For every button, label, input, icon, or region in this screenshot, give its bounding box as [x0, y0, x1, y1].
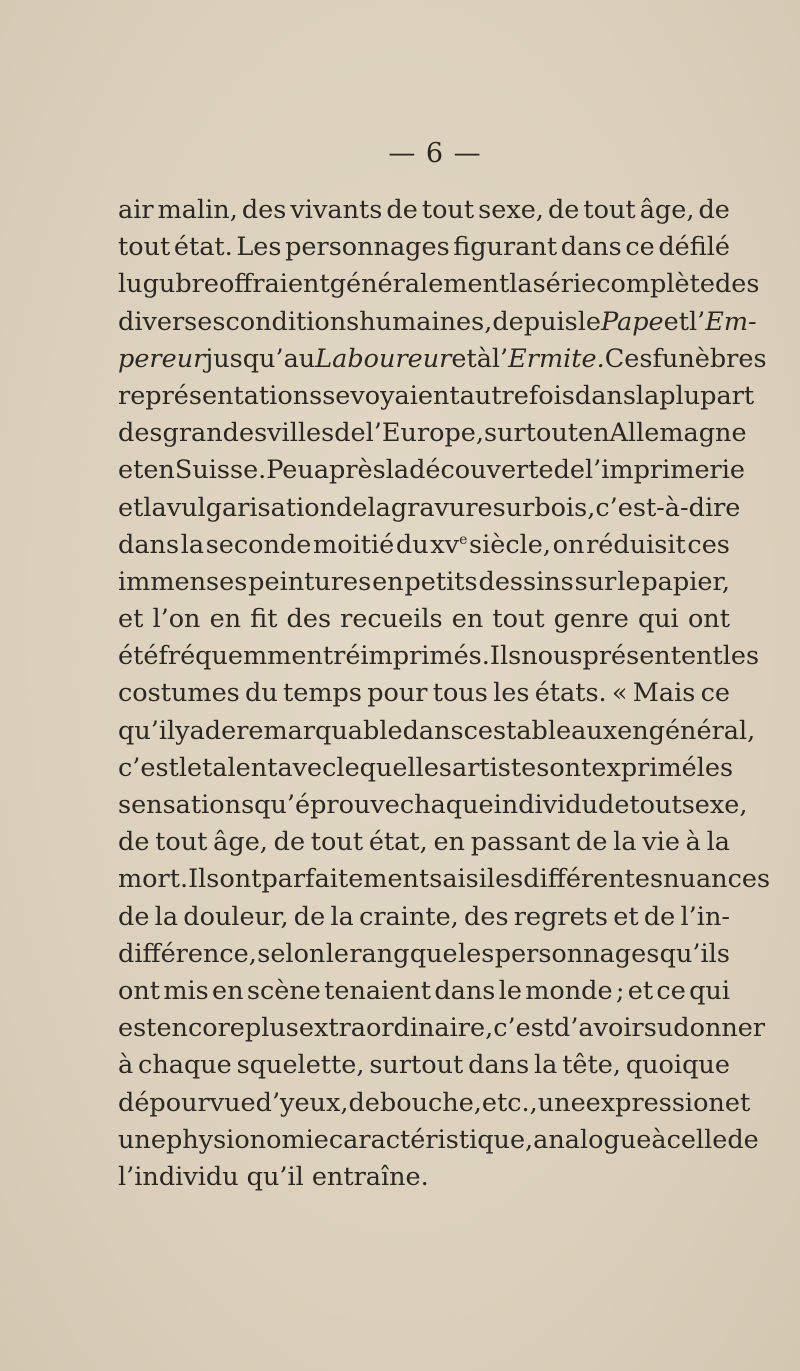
- word: costumes: [118, 678, 240, 709]
- word: présentent: [582, 641, 723, 672]
- word: l’imprimerie: [585, 455, 745, 486]
- word: Peu: [266, 455, 314, 486]
- word: lequel: [336, 752, 416, 783]
- word: des: [241, 195, 287, 225]
- word: on: [552, 529, 585, 560]
- word: de: [334, 418, 366, 449]
- word: qu’éprouve: [254, 790, 400, 820]
- word: pour: [367, 678, 428, 709]
- text-line: [118, 973, 730, 1010]
- word: et: [451, 343, 477, 374]
- word: voyaient: [350, 380, 460, 411]
- word: de: [386, 195, 418, 225]
- word: c’est: [493, 1013, 554, 1044]
- word: état.: [173, 232, 233, 263]
- text-line: [118, 304, 757, 341]
- text-line: [118, 1159, 730, 1196]
- word: se: [322, 380, 351, 411]
- word: personnages: [494, 938, 660, 969]
- word: encore: [156, 1013, 245, 1044]
- word: autrefois: [459, 380, 575, 411]
- word: à: [685, 827, 701, 858]
- text-line: [118, 415, 747, 452]
- word: physionomie: [165, 1124, 329, 1155]
- word: la: [154, 901, 179, 932]
- word: offraient: [218, 269, 330, 300]
- word: fréquemment: [158, 641, 334, 672]
- text-line: [118, 936, 730, 973]
- word: tout: [421, 195, 475, 225]
- word: fit: [250, 604, 278, 635]
- word: vulgarisation: [166, 492, 337, 523]
- word: général,: [648, 715, 756, 746]
- word: une: [118, 1124, 166, 1155]
- word: défilé: [658, 232, 730, 263]
- word: nous: [521, 641, 583, 672]
- word: gravure: [390, 492, 493, 523]
- word: nuances: [663, 864, 771, 895]
- word: qui: [689, 975, 730, 1006]
- word: tout: [583, 195, 636, 225]
- word: états.: [534, 678, 607, 709]
- word: âge,: [639, 195, 695, 225]
- word: à: [118, 1050, 134, 1081]
- word: Laboureur: [315, 343, 452, 374]
- word: etc.,: [481, 1087, 538, 1118]
- word: dans: [560, 232, 622, 263]
- word: l’in-: [680, 901, 730, 932]
- word: le: [577, 306, 601, 337]
- word: expression: [585, 1087, 725, 1118]
- word: exprimé: [591, 752, 697, 783]
- word: scène: [246, 975, 321, 1006]
- word: du: [245, 678, 278, 709]
- word: analogue: [533, 1124, 652, 1155]
- word: petits: [404, 566, 478, 597]
- word: figurant: [453, 232, 558, 263]
- word: jusqu’au: [205, 343, 316, 374]
- word: d’avoir: [554, 1013, 644, 1044]
- word: différentes: [523, 864, 664, 895]
- word: réimprimés.: [333, 641, 490, 672]
- word: sexe,: [681, 790, 748, 820]
- text-line: [118, 266, 760, 303]
- word: du: [395, 529, 429, 560]
- word: Ils: [489, 641, 522, 672]
- word: extraordinaire,: [298, 1013, 494, 1044]
- word: la: [706, 827, 730, 858]
- word: ont: [687, 604, 730, 635]
- word: moitié: [313, 529, 395, 560]
- text-line: [118, 341, 767, 378]
- word: recueils: [340, 604, 443, 635]
- text-line: [118, 564, 730, 601]
- word: bois,: [534, 492, 596, 523]
- word: de: [336, 492, 368, 523]
- word: genre: [553, 604, 629, 635]
- word: l’Europe,: [365, 418, 485, 449]
- word: pereur: [118, 343, 206, 374]
- word: ce: [700, 678, 730, 709]
- word: ont: [549, 752, 592, 783]
- word: douleur,: [183, 901, 289, 932]
- word: c’est-à-dire: [595, 492, 741, 523]
- word: représentations: [118, 380, 323, 411]
- word: complète: [596, 269, 715, 300]
- word: Suisse.: [174, 455, 267, 486]
- word: en: [143, 455, 175, 486]
- word: parfaitement: [261, 864, 430, 895]
- text-line: [118, 601, 730, 638]
- word: $xv^e$: [430, 529, 468, 560]
- page-number: — 6 —: [388, 138, 482, 169]
- word: et: [613, 901, 639, 932]
- word: diverses: [118, 306, 226, 337]
- word: le: [617, 566, 641, 597]
- word: surtout: [484, 418, 578, 449]
- word: surtout: [369, 1050, 464, 1081]
- word: réduisit: [586, 529, 686, 560]
- word: tête,: [562, 1050, 621, 1081]
- word: tenaient: [324, 975, 432, 1006]
- word: et: [118, 455, 144, 486]
- word: sur: [574, 566, 617, 597]
- word: mort.: [118, 864, 189, 895]
- text-line: [118, 750, 734, 787]
- word: de: [698, 195, 730, 225]
- word: des: [714, 269, 760, 300]
- text-line: [118, 824, 730, 861]
- word: papier,: [641, 566, 730, 597]
- word: entraîne.: [311, 1161, 429, 1192]
- word: Pape: [601, 306, 664, 337]
- word: plupart: [659, 380, 755, 411]
- word: en: [372, 566, 404, 597]
- word: de: [118, 901, 150, 932]
- word: qui: [637, 604, 679, 635]
- word: découverte: [409, 455, 554, 486]
- word: ce: [625, 232, 655, 263]
- word: su: [643, 1013, 674, 1044]
- word: le: [325, 938, 349, 969]
- word: dans: [434, 975, 496, 1006]
- word: tout: [629, 790, 682, 820]
- word: peintures: [248, 566, 372, 597]
- word: Allemagne: [609, 418, 747, 449]
- word: la: [509, 269, 533, 300]
- word: de: [727, 1124, 759, 1155]
- word: tout: [310, 827, 364, 858]
- word: selon: [257, 938, 326, 969]
- word: saisi: [429, 864, 487, 895]
- word: dessins: [478, 566, 574, 597]
- word: c’est: [118, 752, 179, 783]
- word: de: [643, 901, 676, 932]
- text-line: [118, 787, 748, 824]
- word: vie: [642, 827, 680, 858]
- word: les: [486, 864, 524, 895]
- word: la: [367, 492, 391, 523]
- word: passant: [470, 827, 571, 858]
- word: l’Em-: [688, 306, 757, 337]
- word: y: [175, 715, 190, 746]
- text-line: [118, 638, 760, 675]
- word: conditions: [225, 306, 360, 337]
- word: immenses: [118, 566, 248, 597]
- word: de: [293, 901, 326, 932]
- text-line: [118, 452, 745, 489]
- text-line: [118, 378, 755, 415]
- word: celle: [666, 1124, 728, 1155]
- word: dans: [468, 1050, 530, 1081]
- word: artistes: [452, 752, 550, 783]
- word: de: [273, 827, 306, 858]
- word: après: [313, 455, 386, 486]
- word: la: [180, 529, 205, 560]
- word: en: [578, 418, 610, 449]
- word: qu’il: [118, 715, 176, 746]
- word: Les: [236, 232, 282, 263]
- word: chaque: [399, 790, 494, 820]
- word: dépourvue: [118, 1087, 256, 1118]
- word: Ils: [188, 864, 220, 895]
- word: les: [696, 752, 734, 783]
- word: sur: [492, 492, 535, 523]
- word: humaines,: [359, 306, 493, 337]
- word: une: [537, 1087, 586, 1118]
- text-line: [118, 229, 730, 266]
- word: personnages: [285, 232, 450, 263]
- word: la: [385, 455, 410, 486]
- word: chaque: [138, 1050, 232, 1081]
- word: individu: [493, 790, 599, 820]
- word: tableaux: [506, 715, 618, 746]
- word: depuis: [492, 306, 578, 337]
- text-line: [118, 899, 730, 936]
- word: ces: [463, 715, 507, 746]
- word: Ces: [604, 343, 653, 374]
- word: grandes: [162, 418, 268, 449]
- word: en: [451, 604, 484, 635]
- word: ont: [118, 975, 161, 1006]
- word: en: [209, 604, 242, 635]
- word: «: [611, 678, 628, 709]
- word: d’yeux,: [255, 1087, 349, 1118]
- word: caractéristique,: [328, 1124, 534, 1155]
- word: le: [498, 975, 522, 1006]
- word: généralement: [329, 269, 510, 300]
- word: été: [118, 641, 159, 672]
- word: que: [409, 938, 458, 969]
- word: rang: [349, 938, 410, 969]
- word: monde: [525, 975, 613, 1006]
- text-line: [118, 675, 730, 712]
- word: sexe,: [478, 195, 544, 225]
- word: tout: [492, 604, 545, 635]
- text-line: [118, 1085, 751, 1122]
- text-line: [118, 1047, 730, 1084]
- word: de: [553, 455, 585, 486]
- word: de: [598, 790, 630, 820]
- word: en: [212, 975, 244, 1006]
- word: vivants: [290, 195, 383, 225]
- word: des: [464, 901, 509, 932]
- word: qu’ils: [659, 938, 730, 969]
- word: à: [651, 1124, 667, 1155]
- word: crainte,: [359, 901, 459, 932]
- word: air: [118, 195, 154, 225]
- word: est: [118, 1013, 157, 1044]
- word: les: [722, 641, 760, 672]
- word: squelette,: [236, 1050, 365, 1081]
- text-line: [118, 490, 741, 527]
- word: tout: [155, 827, 208, 858]
- word: dans: [118, 529, 180, 560]
- word: le: [178, 752, 203, 783]
- word: malin,: [157, 195, 238, 225]
- word: les: [458, 938, 495, 969]
- word: dans: [402, 715, 464, 746]
- word: la: [534, 1050, 558, 1081]
- word: et: [118, 604, 144, 635]
- word: sensations: [118, 790, 255, 820]
- word: ;: [615, 975, 625, 1006]
- word: les: [415, 752, 453, 783]
- word: remarquable: [236, 715, 403, 746]
- word: en: [433, 827, 465, 858]
- text-line: [118, 527, 730, 564]
- word: quoique: [625, 1050, 730, 1081]
- word: plus: [244, 1013, 299, 1044]
- word: de: [118, 827, 150, 858]
- word: l’on: [152, 604, 201, 635]
- word: série: [532, 269, 597, 300]
- word: a: [189, 715, 205, 746]
- word: de: [576, 827, 608, 858]
- word: tout: [118, 232, 171, 263]
- word: Mais: [632, 678, 696, 709]
- text-line: [118, 861, 771, 898]
- word: seconde: [205, 529, 312, 560]
- word: qu’il: [246, 1161, 304, 1192]
- word: la: [613, 827, 637, 858]
- word: avec: [277, 752, 337, 783]
- word: l’Ermite.: [491, 343, 605, 374]
- word: à: [476, 343, 492, 374]
- text-line: [118, 1122, 759, 1159]
- word: la: [330, 901, 354, 932]
- word: et: [118, 492, 144, 523]
- word: talent: [202, 752, 278, 783]
- text-line: [118, 192, 730, 229]
- word: la: [635, 380, 660, 411]
- word: de: [348, 1087, 380, 1118]
- word: bouche,: [379, 1087, 482, 1118]
- word: regrets: [513, 901, 609, 932]
- word: de: [204, 715, 237, 746]
- body-text: [118, 192, 771, 1196]
- word: en: [617, 715, 649, 746]
- word: différence,: [118, 938, 257, 969]
- word: donner: [673, 1013, 766, 1044]
- word: villes: [267, 418, 335, 449]
- text-line: [118, 713, 756, 750]
- word: les: [493, 678, 530, 709]
- word: et: [663, 306, 689, 337]
- word: ce: [656, 975, 686, 1006]
- word: funèbres: [652, 343, 767, 374]
- word: dans: [574, 380, 636, 411]
- text-line: [118, 1010, 766, 1047]
- word: l’individu: [118, 1161, 239, 1192]
- word: siècle,: [469, 529, 551, 560]
- word: de: [547, 195, 580, 225]
- word: et: [627, 975, 654, 1006]
- word: la: [143, 492, 167, 523]
- word: temps: [283, 678, 362, 709]
- word: mis: [163, 975, 209, 1006]
- word: état,: [368, 827, 428, 858]
- word: ont: [219, 864, 262, 895]
- word: des: [286, 604, 332, 635]
- word: ces: [687, 529, 730, 560]
- word: lugubre: [118, 269, 219, 300]
- word: des: [118, 418, 163, 449]
- word: âge,: [213, 827, 268, 858]
- word: et: [724, 1087, 751, 1118]
- word: tous: [432, 678, 488, 709]
